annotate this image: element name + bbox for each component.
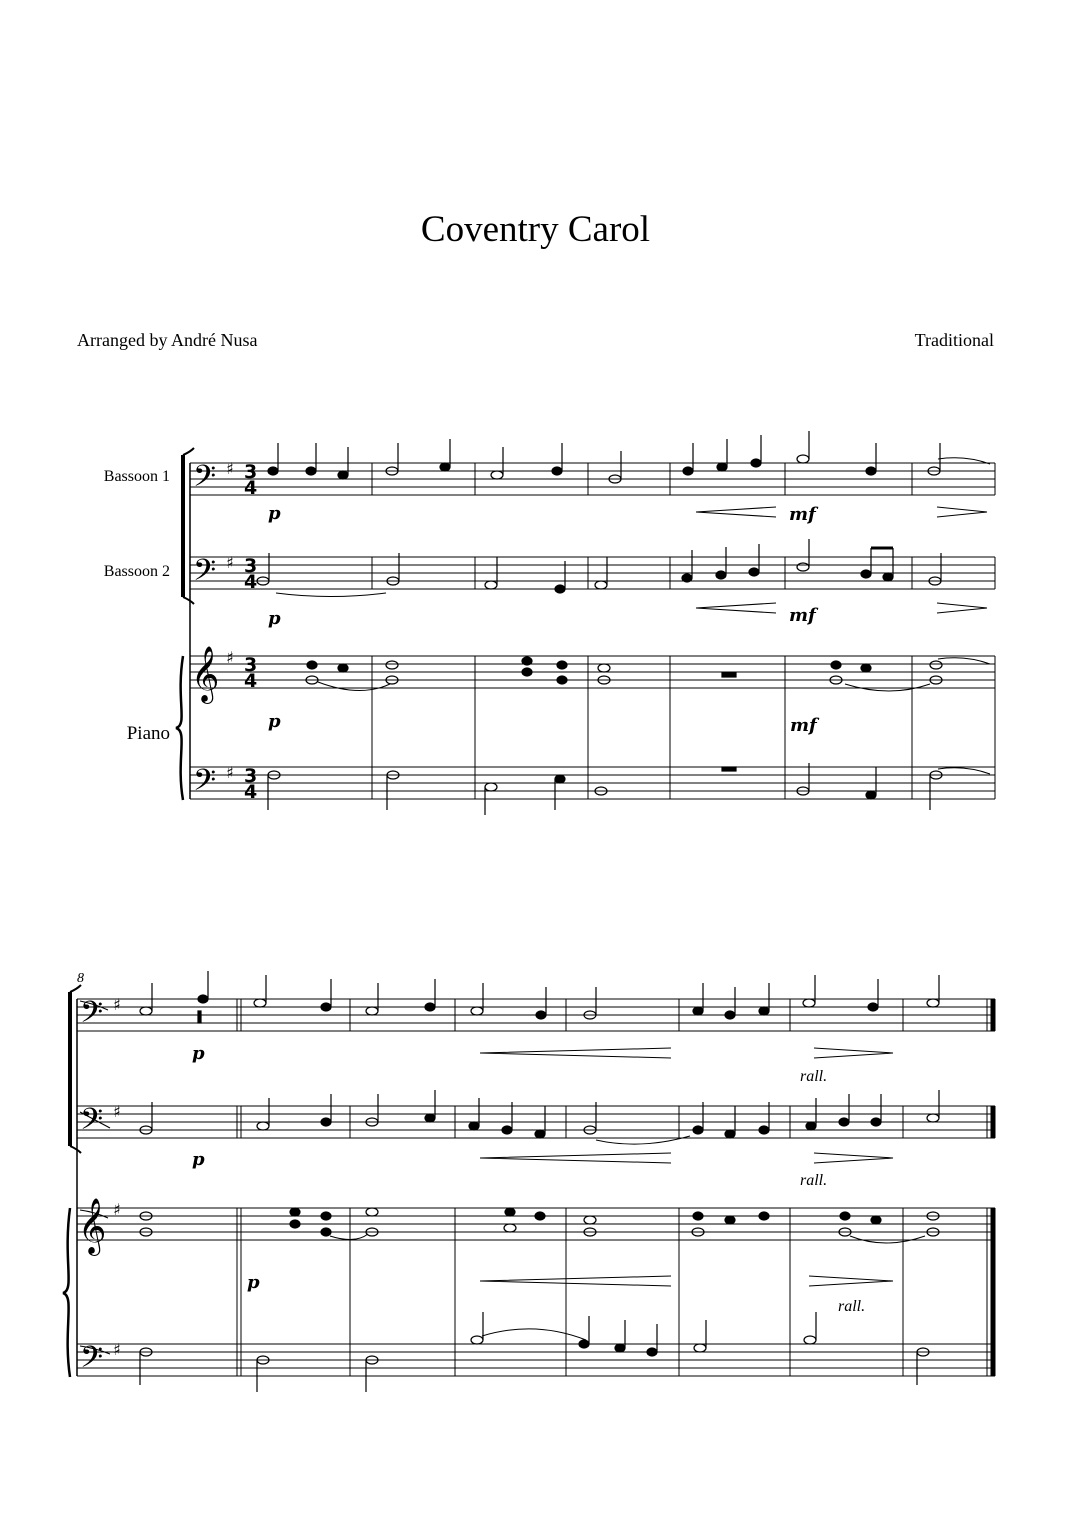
label-piano: Piano bbox=[126, 723, 170, 744]
svg-text:♯: ♯ bbox=[113, 1200, 121, 1219]
bass-clef: 𝄢 bbox=[80, 1341, 104, 1382]
bass-clef: 𝄢 bbox=[193, 554, 217, 595]
system-1-barlines bbox=[176, 448, 995, 800]
composer-credit: Traditional bbox=[914, 330, 994, 350]
svg-text:p: p bbox=[268, 711, 281, 732]
svg-text:♯: ♯ bbox=[113, 995, 121, 1014]
label-bassoon-2: Bassoon 2 bbox=[103, 563, 170, 580]
svg-text:p: p bbox=[247, 1272, 260, 1293]
svg-text:rall.: rall. bbox=[800, 1068, 828, 1085]
svg-text:♯: ♯ bbox=[226, 553, 234, 572]
svg-text:3: 3 bbox=[244, 765, 258, 787]
svg-text:3: 3 bbox=[244, 654, 258, 676]
svg-text:rall.: rall. bbox=[838, 1298, 866, 1315]
treble-clef: 𝄞 bbox=[78, 1198, 107, 1254]
time-signatures bbox=[244, 461, 257, 803]
svg-text:mf: mf bbox=[790, 715, 817, 736]
bass-clef: 𝄢 bbox=[80, 996, 104, 1037]
svg-text:4: 4 bbox=[244, 571, 258, 593]
svg-text:♯: ♯ bbox=[113, 1340, 121, 1359]
svg-text:♯: ♯ bbox=[226, 763, 234, 782]
svg-text:4: 4 bbox=[244, 781, 258, 803]
system-1-dynamics bbox=[268, 503, 820, 736]
system-1-notes bbox=[257, 431, 942, 815]
svg-text:rall.: rall. bbox=[800, 1172, 828, 1189]
svg-text:♯: ♯ bbox=[226, 648, 234, 667]
arranger-credit: Arranged by André Nusa bbox=[77, 330, 258, 350]
key-signatures bbox=[226, 459, 234, 782]
svg-text:3: 3 bbox=[244, 461, 258, 483]
measure-number: 8 bbox=[77, 971, 84, 986]
system-2-hairpins bbox=[80, 1001, 925, 1354]
svg-text:♯: ♯ bbox=[226, 459, 234, 478]
svg-text:4: 4 bbox=[244, 670, 258, 692]
svg-text:p: p bbox=[268, 503, 281, 524]
svg-text:4: 4 bbox=[244, 477, 258, 499]
system-1-clefs bbox=[191, 459, 257, 805]
system-1-hairpins bbox=[276, 458, 990, 774]
label-bassoon-1: Bassoon 1 bbox=[103, 468, 170, 485]
svg-text:p: p bbox=[192, 1149, 205, 1170]
svg-text:3: 3 bbox=[244, 555, 258, 577]
system-1-staves bbox=[190, 463, 995, 799]
treble-clef: 𝄞 bbox=[191, 646, 220, 702]
system-2-clefs bbox=[77, 971, 121, 1382]
bass-clef: 𝄢 bbox=[193, 764, 217, 805]
bass-clef: 𝄢 bbox=[80, 1103, 104, 1144]
svg-text:mf: mf bbox=[789, 504, 816, 525]
score-title: Coventry Carol bbox=[420, 209, 651, 250]
system-2-dynamics bbox=[192, 1043, 865, 1315]
svg-text:p: p bbox=[192, 1043, 205, 1064]
svg-text:mf: mf bbox=[789, 605, 816, 626]
staff-bassoon-2 bbox=[190, 557, 995, 589]
svg-text:p: p bbox=[268, 608, 281, 629]
svg-text:♯: ♯ bbox=[113, 1102, 121, 1121]
bass-clef: 𝄢 bbox=[193, 460, 217, 501]
staff-piano-bass-sys2 bbox=[77, 1344, 995, 1376]
